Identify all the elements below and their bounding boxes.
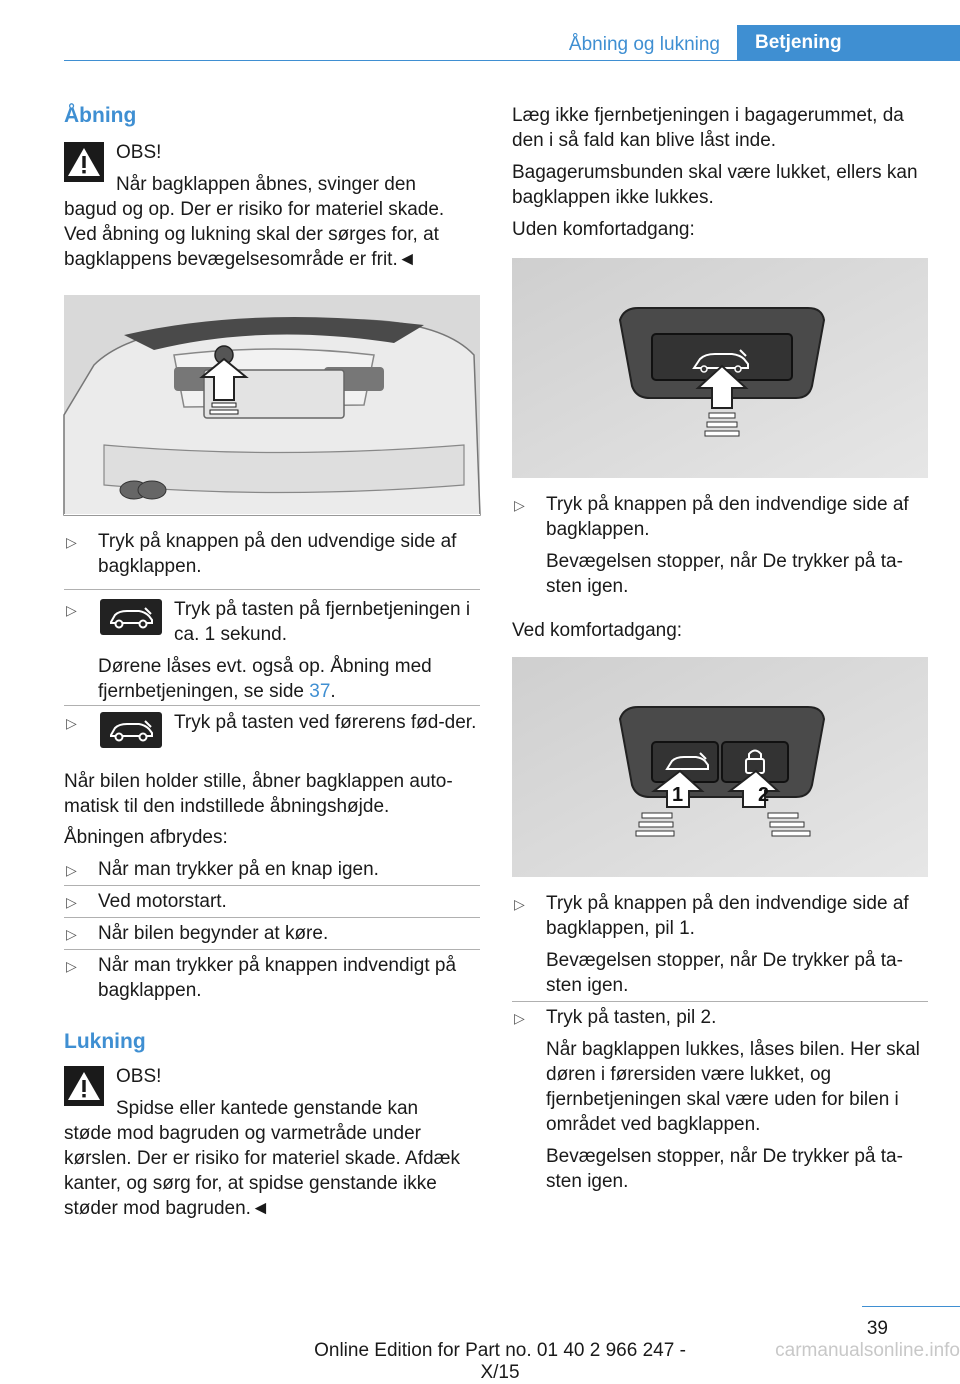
paragraph-interrupt: Åbningen afbrydes: <box>64 827 228 848</box>
list-item <box>64 710 480 735</box>
tailgate-key-icon <box>100 712 162 748</box>
paragraph-no-comfort: Uden komfortadgang: <box>512 219 695 240</box>
list-item-text: Ved motorstart. <box>98 891 227 912</box>
warning-text-line1: Spidse eller kantede genstande kan <box>116 1098 419 1119</box>
warning-label: OBS! <box>116 142 162 163</box>
divider <box>64 917 480 918</box>
tailgate-exterior-figure <box>64 295 480 515</box>
header-section-title: Åbning og lukning <box>568 34 720 55</box>
list-item-text: Når man trykker på knappen indvendigt på bagklappen. <box>98 955 457 1001</box>
list-item <box>512 492 928 599</box>
paragraph-auto: Når bilen holder stille, åbner bagklappen auto-matisk til den indstillede åbningshøjde. <box>64 771 453 817</box>
watermark: carmanualsonline.info <box>775 1340 960 1361</box>
bullet-triangle-icon: ▷ <box>66 862 77 878</box>
divider <box>512 1001 928 1002</box>
list-item-text: Tryk på tasten ved førerens fød-der. <box>174 712 477 733</box>
list-item <box>64 529 480 579</box>
bullet-triangle-icon: ▷ <box>514 497 525 513</box>
header-chapter-tab: Betjening <box>737 25 960 61</box>
warning-block-close <box>64 1064 480 1221</box>
warning-text: støde mod bagruden og varmetråde under kørslen. Der er risiko for materiel skade. Afdæk kanter, og sørg for, at spidse genstande ikke støder mod bagruden.◄ <box>64 1123 460 1219</box>
arrow-label-2: 2 <box>758 784 770 806</box>
list-item <box>512 1005 928 1194</box>
bullet-triangle-icon: ▷ <box>66 715 77 731</box>
list-item-subtext <box>98 654 480 704</box>
list-item-text: Tryk på knappen på den indvendige side af bagklappen, pil 1. <box>546 893 909 939</box>
list-item-text: Tryk på knappen på den udvendige side af bagklappen. <box>98 531 457 577</box>
heading-open: Åbning <box>64 104 137 127</box>
bullet-triangle-icon: ▷ <box>66 926 77 942</box>
warning-text-line1: Når bagklappen åbnes, svinger den <box>116 174 416 195</box>
list-item <box>64 953 480 1003</box>
tailgate-key-icon <box>100 599 162 635</box>
list-item <box>64 857 480 882</box>
divider <box>64 949 480 950</box>
edition-text: Online Edition for Part no. 01 40 2 966 247 - X/15 <box>314 1340 686 1383</box>
list-item <box>64 597 480 704</box>
warning-label: OBS! <box>116 1066 162 1087</box>
list-item-text: Tryk på tasten på fjernbetjeningen i ca. 1 sekund. <box>174 599 471 645</box>
warning-text: bagud og op. Der er risiko for materiel skade. Ved åbning og lukning skal der sørges for, at bagklappens bevægelsesområde er frit.◄ <box>64 199 445 270</box>
bullet-triangle-icon: ▷ <box>514 896 525 912</box>
list-item <box>64 889 480 914</box>
page-number: 39 <box>866 1318 888 1339</box>
bullet-triangle-icon: ▷ <box>66 894 77 910</box>
list-item <box>64 921 480 946</box>
warning-icon <box>64 142 104 182</box>
warning-block-open <box>64 140 480 272</box>
paragraph-comfort: Ved komfortadgang: <box>512 620 683 641</box>
inner-buttons-comfort-figure <box>512 657 928 877</box>
divider <box>512 478 928 479</box>
heading-close: Lukning <box>64 1030 146 1053</box>
list-item-subtext: Bevægelsen stopper, når De trykker på ta-sten igen. <box>546 1146 903 1192</box>
divider <box>64 514 480 515</box>
list-item-subtext: Når bagklappen lukkes, låses bilen. Her skal døren i førersiden være lukket, og fjernbetjeningen skal være uden for bilen i området ved bagklappen. <box>546 1039 920 1135</box>
list-item <box>512 891 928 998</box>
list-item-text: Når man trykker på en knap igen. <box>98 859 379 880</box>
inner-button-figure <box>512 258 928 478</box>
divider <box>512 877 928 878</box>
header-rule <box>64 60 960 61</box>
paragraph-remote: Læg ikke fjernbetjeningen i bagagerummet, da den i så fald kan blive låst inde. <box>512 105 904 151</box>
list-item-text: Tryk på tasten, pil 2. <box>546 1007 717 1028</box>
subtext-body: Dørene låses evt. også op. Åbning med fjernbetjeningen, se side <box>98 656 432 702</box>
paragraph-floor: Bagagerumsbunden skal være lukket, ellers kan bagklappen ikke lukkes. <box>512 162 918 208</box>
page-link[interactable]: 37 <box>309 681 331 702</box>
list-item-subtext: Bevægelsen stopper, når De trykker på ta-sten igen. <box>546 950 903 996</box>
divider <box>64 589 480 590</box>
bullet-triangle-icon: ▷ <box>514 1010 525 1026</box>
divider <box>64 885 480 886</box>
list-item-text: Når bilen begynder at køre. <box>98 923 329 944</box>
bullet-triangle-icon: ▷ <box>66 958 77 974</box>
subtext-end: . <box>330 681 336 702</box>
bullet-triangle-icon: ▷ <box>66 534 77 550</box>
warning-icon <box>64 1066 104 1106</box>
footer-rule <box>862 1306 960 1307</box>
list-item-subtext: Bevægelsen stopper, når De trykker på ta-sten igen. <box>546 551 903 597</box>
arrow-label-1: 1 <box>672 784 684 806</box>
bullet-triangle-icon: ▷ <box>66 602 77 618</box>
divider <box>64 705 480 706</box>
list-item-text: Tryk på knappen på den indvendige side af bagklappen. <box>546 494 909 540</box>
